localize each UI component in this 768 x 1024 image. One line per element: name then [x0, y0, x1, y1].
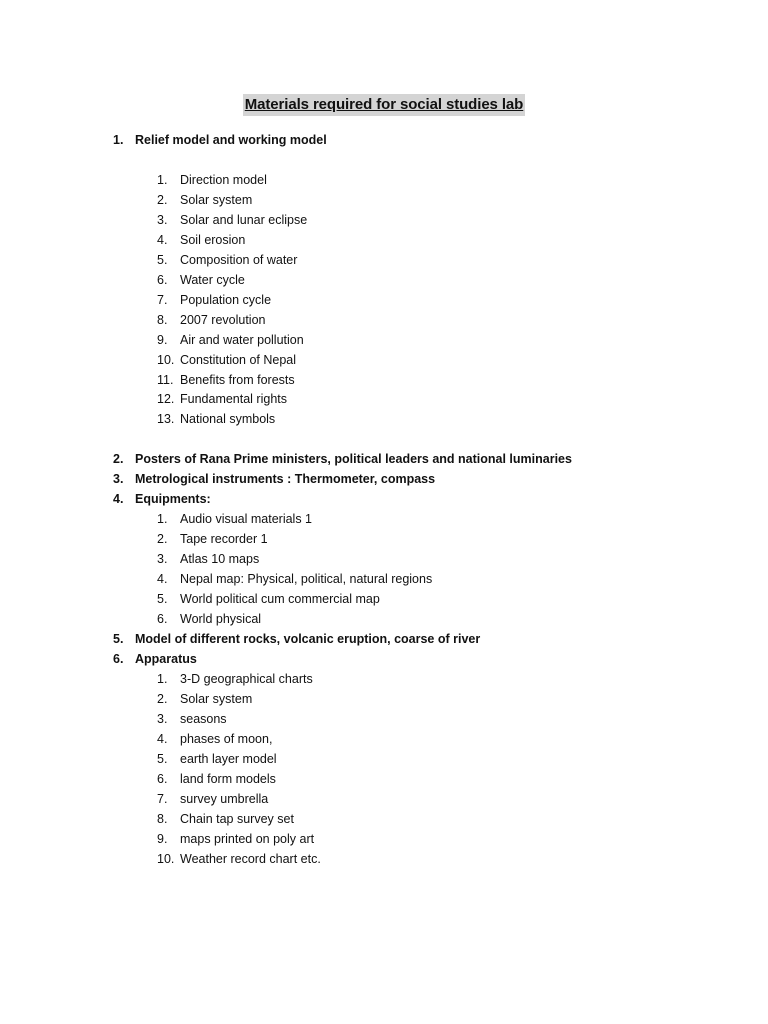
list-label: 3-D geographical charts — [180, 672, 313, 686]
title-container — [0, 94, 768, 116]
page-title: Materials required for social studies lab — [243, 94, 526, 116]
list-number: 1. — [157, 512, 168, 526]
list-label: Model of different rocks, volcanic eruption, coarse of river — [135, 632, 481, 646]
list-label: Solar system — [180, 193, 253, 207]
list-item — [157, 530, 268, 548]
list-label: earth layer model — [180, 752, 277, 766]
list-label: Audio visual materials 1 — [180, 512, 313, 526]
list-label: Soil erosion — [180, 233, 246, 247]
list-number: 4. — [157, 572, 168, 586]
list-number: 2. — [157, 193, 168, 207]
list-number: 1. — [113, 133, 124, 147]
list-item — [157, 510, 312, 528]
list-number: 3. — [157, 552, 168, 566]
list-label: Metrological instruments : Thermometer, compass — [135, 472, 436, 486]
list-label: Tape recorder 1 — [180, 532, 268, 546]
list-item — [157, 390, 287, 408]
list-label: 2007 revolution — [180, 313, 266, 327]
list-item — [157, 850, 321, 868]
list-item — [157, 670, 313, 688]
list-number: 1. — [157, 173, 168, 187]
list-number: 7. — [157, 792, 168, 806]
list-number: 5. — [157, 592, 168, 606]
list-number: 3. — [157, 712, 168, 726]
list-label: National symbols — [180, 412, 276, 426]
list-item — [157, 830, 314, 848]
list-label: World physical — [180, 612, 262, 626]
list-number: 2. — [157, 692, 168, 706]
list-label: phases of moon, — [180, 732, 273, 746]
list-number: 6. — [157, 612, 168, 626]
list-item — [157, 251, 297, 269]
section-item — [113, 470, 435, 488]
list-item — [157, 750, 277, 768]
list-item — [157, 171, 267, 189]
list-number: 6. — [157, 772, 168, 786]
section-item — [113, 490, 211, 508]
list-number: 10. — [157, 852, 175, 866]
list-item — [157, 570, 432, 588]
list-label: survey umbrella — [180, 792, 269, 806]
list-item — [157, 331, 304, 349]
list-number: 2. — [157, 532, 168, 546]
section-item — [113, 630, 480, 648]
list-label: Population cycle — [180, 293, 272, 307]
list-item — [157, 690, 252, 708]
list-label: Direction model — [180, 173, 267, 187]
list-label: Solar system — [180, 692, 253, 706]
list-label: Composition of water — [180, 253, 298, 267]
list-number: 11. — [157, 373, 174, 387]
list-label: maps printed on poly art — [180, 832, 315, 846]
list-number: 3. — [157, 213, 168, 227]
list-number: 5. — [157, 752, 168, 766]
list-number: 3. — [113, 472, 124, 486]
list-number: 4. — [157, 732, 168, 746]
list-label: Benefits from forests — [180, 373, 295, 387]
list-item — [157, 770, 276, 788]
list-item — [157, 291, 271, 309]
list-item — [157, 610, 261, 628]
section-item — [113, 450, 572, 468]
section-item — [113, 650, 197, 668]
list-number: 7. — [157, 293, 168, 307]
list-label: Atlas 10 maps — [180, 552, 260, 566]
list-item — [157, 550, 259, 568]
list-label: Relief model and working model — [135, 133, 327, 147]
list-label: Apparatus — [135, 652, 197, 666]
list-label: Equipments: — [135, 492, 211, 506]
list-label: Solar and lunar eclipse — [180, 213, 308, 227]
list-number: 2. — [113, 452, 124, 466]
list-item — [157, 790, 268, 808]
list-label: Chain tap survey set — [180, 812, 294, 826]
list-number: 12. — [157, 392, 175, 406]
list-number: 5. — [157, 253, 168, 267]
list-label: Air and water pollution — [180, 333, 304, 347]
list-item — [157, 351, 296, 369]
list-number: 10. — [157, 353, 175, 367]
list-item — [157, 231, 245, 249]
list-number: 6. — [113, 652, 124, 666]
list-number: 4. — [113, 492, 124, 506]
list-item — [157, 590, 380, 608]
list-number: 9. — [157, 832, 168, 846]
list-item — [157, 371, 295, 389]
section-item — [113, 131, 327, 149]
list-label: land form models — [180, 772, 276, 786]
list-number: 8. — [157, 313, 168, 327]
list-number: 8. — [157, 812, 168, 826]
list-label: Posters of Rana Prime ministers, political leaders and national luminaries — [135, 452, 572, 466]
list-item — [157, 810, 294, 828]
list-item — [157, 191, 252, 209]
list-item — [157, 710, 227, 728]
list-item — [157, 271, 245, 289]
list-number: 1. — [157, 672, 168, 686]
list-item — [157, 311, 265, 329]
list-label: Nepal map: Physical, political, natural regions — [180, 572, 433, 586]
list-label: Weather record chart etc. — [180, 852, 321, 866]
list-item — [157, 730, 272, 748]
list-item — [157, 211, 307, 229]
list-number: 13. — [157, 412, 175, 426]
list-label: Water cycle — [180, 273, 245, 287]
list-label: World political cum commercial map — [180, 592, 380, 606]
list-number: 5. — [113, 632, 124, 646]
list-number: 6. — [157, 273, 168, 287]
list-number: 4. — [157, 233, 168, 247]
list-label: Constitution of Nepal — [180, 353, 297, 367]
list-number: 9. — [157, 333, 168, 347]
list-label: Fundamental rights — [180, 392, 288, 406]
list-item — [157, 410, 275, 428]
list-label: seasons — [180, 712, 227, 726]
